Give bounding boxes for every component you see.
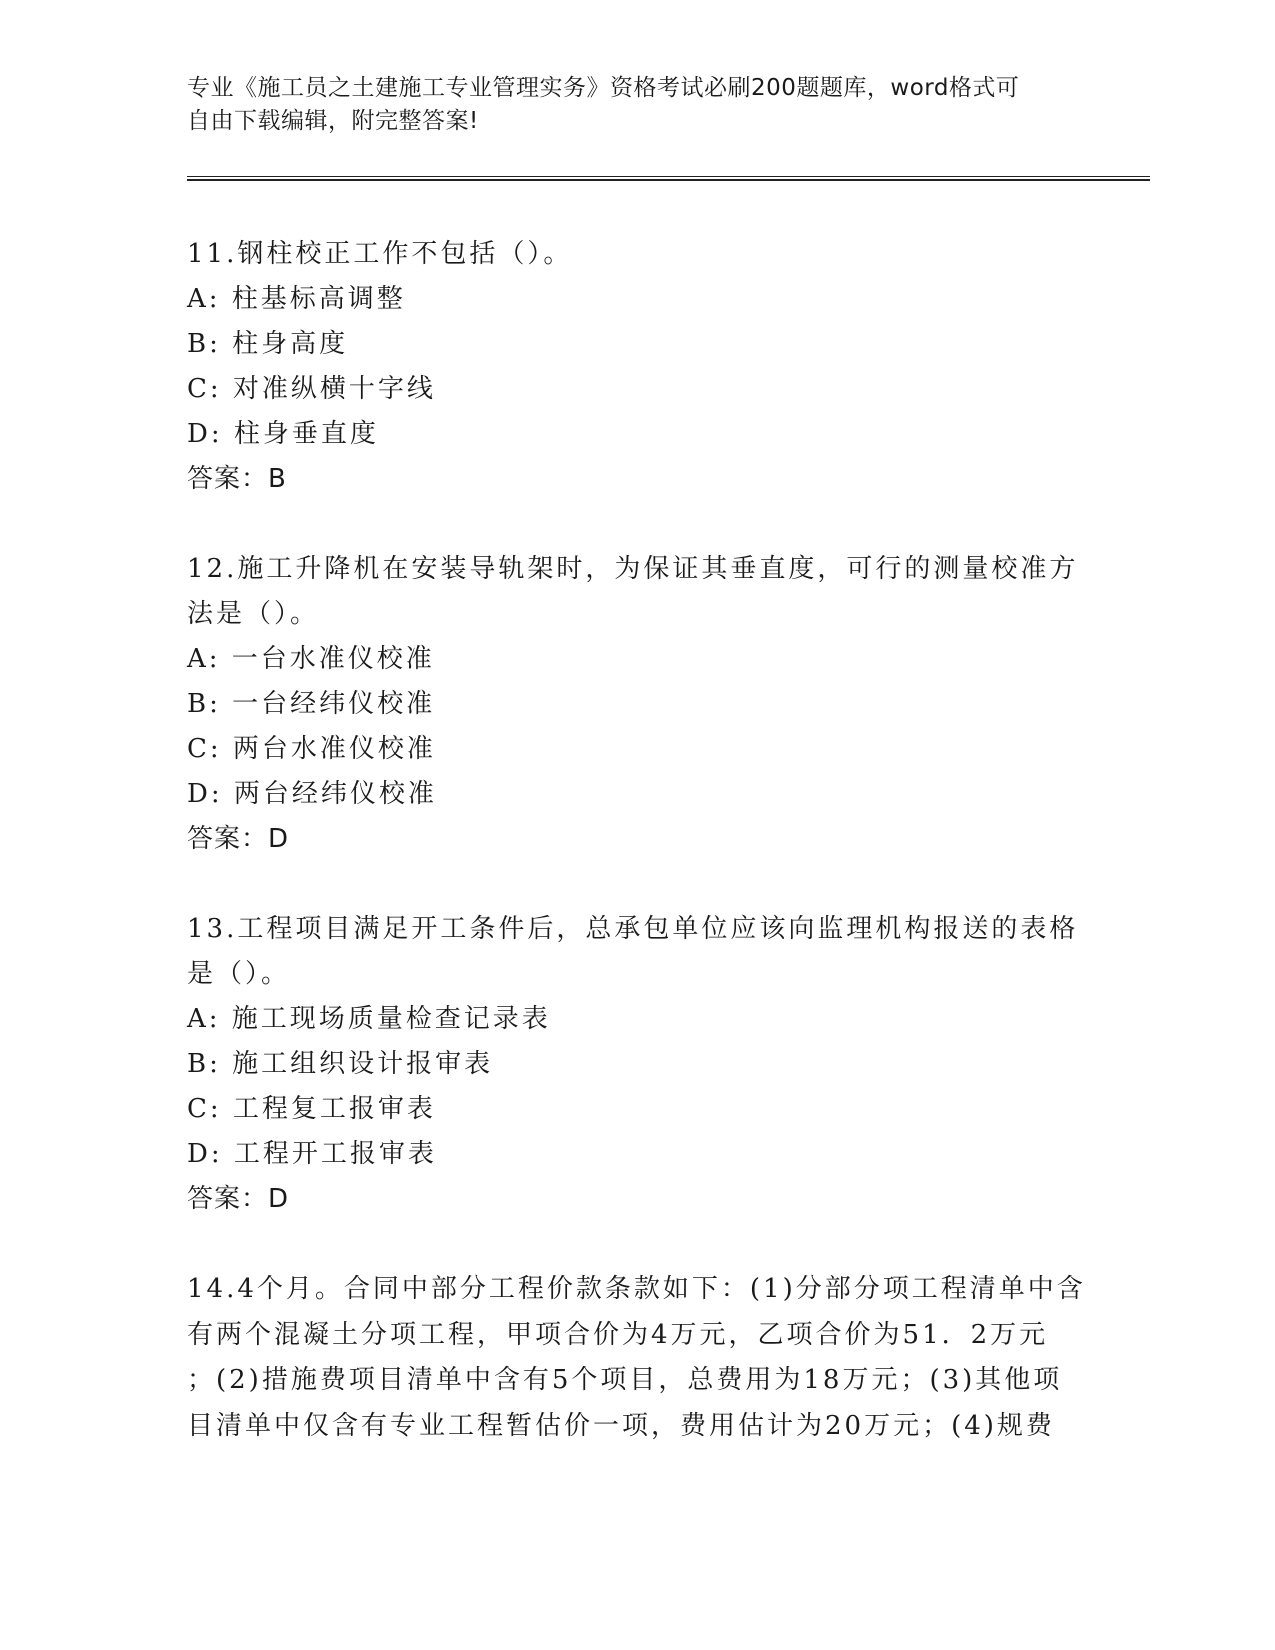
option-c: C: 两台水准仪校准 <box>187 734 436 764</box>
question-text-line-2: 有两个混凝土分项工程，甲项合价为4万元，乙项合价为51．2万元 <box>187 1319 1049 1350</box>
question-text-line-1: 12.施工升降机在安装导轨架时，为保证其垂直度，可行的测量校准方 <box>187 554 1079 584</box>
question-11 <box>187 232 1087 502</box>
option-a: A: 施工现场质量检查记录表 <box>187 1004 551 1034</box>
option-d: D: 柱身垂直度 <box>187 419 379 449</box>
option-d: D: 工程开工报审表 <box>187 1139 437 1169</box>
option-b: B: 一台经纬仪校准 <box>187 689 436 719</box>
question-text-line-3: ；(2)措施费项目清单中含有5个项目，总费用为18万元；(3)其他项 <box>187 1365 1063 1395</box>
option-d: D: 两台经纬仪校准 <box>187 779 437 809</box>
question-14 <box>187 1267 1087 1449</box>
question-text-line-1: 14.4个月。合同中部分工程价款条款如下：(1)分部分项工程清单中含 <box>187 1274 1086 1304</box>
question-text: 11.钢柱校正工作不包括（）。 <box>187 239 573 269</box>
answer: 答案：D <box>187 824 290 854</box>
header-line-1: 专业《施工员之土建施工专业管理实务》资格考试必刷200题题库，word格式可 <box>187 75 1020 101</box>
question-text-line-4: 目清单中仅含有专业工程暂估价一项，费用估计为20万元；(4)规费 <box>187 1410 1055 1441</box>
option-a: A: 柱基标高调整 <box>187 284 406 314</box>
option-c: C: 工程复工报审表 <box>187 1094 436 1124</box>
option-c: C: 对准纵横十字线 <box>187 374 436 404</box>
answer: 答案：D <box>187 1184 290 1214</box>
question-12 <box>187 547 1087 862</box>
option-a: A: 一台水准仪校准 <box>187 644 435 674</box>
question-text-line-2: 法是（）。 <box>187 599 320 629</box>
option-b: B: 施工组织设计报审表 <box>187 1049 494 1079</box>
header-divider <box>187 176 1150 181</box>
option-b: B: 柱身高度 <box>187 329 349 359</box>
question-text-line-1: 13.工程项目满足开工条件后，总承包单位应该向监理机构报送的表格 <box>187 914 1079 944</box>
document-header <box>187 72 1067 138</box>
question-13 <box>187 907 1087 1222</box>
question-list <box>187 232 1087 1494</box>
header-line-2: 自由下载编辑，附完整答案! <box>187 108 479 134</box>
question-text-line-2: 是（）。 <box>187 959 291 989</box>
answer: 答案：B <box>187 464 287 494</box>
